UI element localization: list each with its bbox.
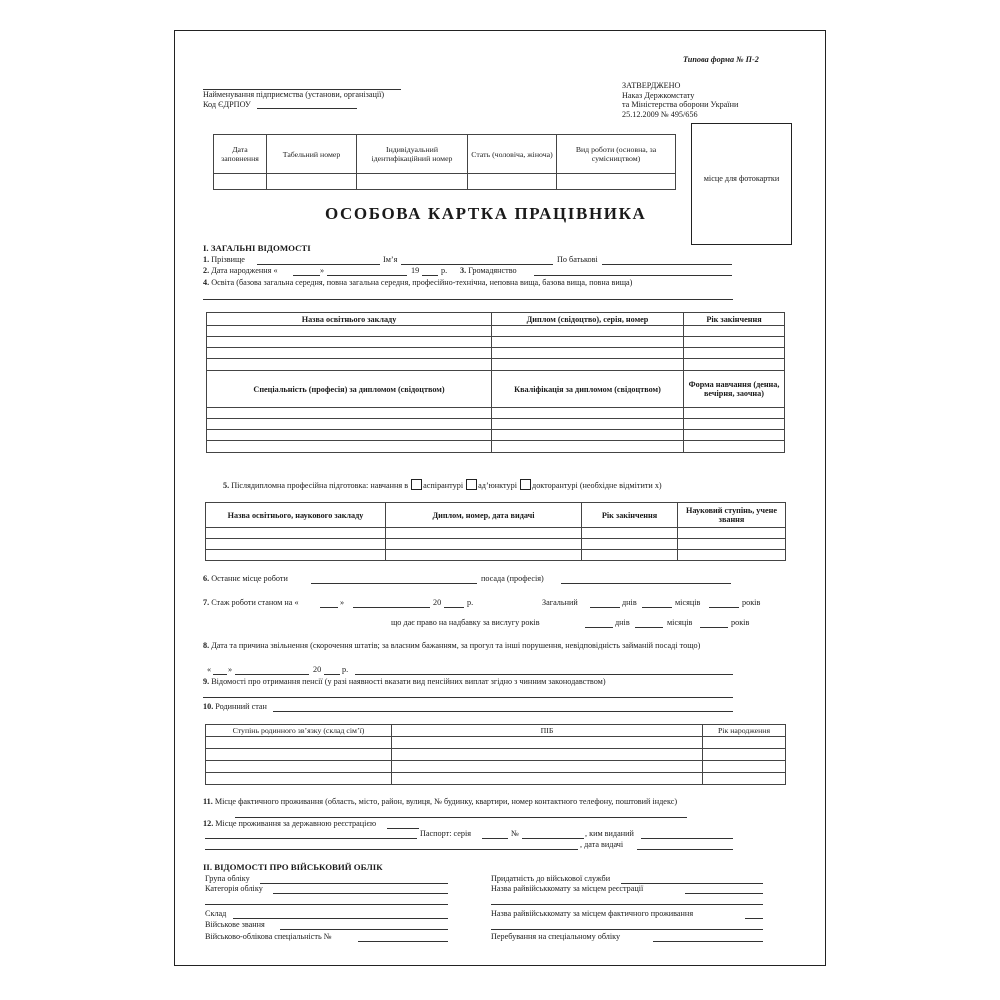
birth-month-line[interactable] [327,275,407,276]
edrpou-label: Код ЄДРПОУ [203,100,251,109]
bonus-days-label: днів [615,618,630,627]
family-cell[interactable] [703,737,786,749]
military-category-label: Категорія обліку [205,884,263,893]
approved-line-1: Наказ Держкомстату [622,90,695,100]
birth-year-prefix: 19 [411,266,420,275]
postgrad-line: 5. Післядипломна професійна підготовка: навчання в аспірантурі ад’юнктурі докторантурі (необхідне відмітити х) [223,481,662,490]
family-cell[interactable] [206,773,392,785]
name-label: Ім’я [383,255,398,264]
registry-office-line-2[interactable] [491,904,763,905]
col-family-relation: Ступінь родинного зв’язку (склад сім’ї) [206,725,392,737]
passport-number-label: № [511,829,519,838]
actual-office-line[interactable] [745,918,763,919]
page-title: ОСОБОВА КАРТКА ПРАЦІВНИКА [325,204,647,223]
passport-date-label: , дата видачі [580,840,624,849]
personnel-card-form [174,30,826,966]
family-cell[interactable] [206,749,392,761]
col-pg-degree: Науковий ступінь, учене звання [678,503,786,528]
birth-year-suffix: р. [441,266,448,275]
pg-cell[interactable] [678,539,786,550]
edu-cell[interactable] [684,337,785,348]
passport-series-label: Паспорт: серія [420,829,472,838]
education-line[interactable] [203,299,733,300]
citizenship-line[interactable] [534,275,732,276]
item1-num: 1. Прізвище [203,255,245,264]
pg-cell[interactable] [386,539,582,550]
col-edu-year: Рік закінчення [684,313,785,326]
military-rank-label: Військове звання [205,920,265,929]
col-pg-year: Рік закінчення [582,503,678,528]
name-line[interactable] [401,264,553,265]
edu-cell[interactable] [207,348,492,359]
edu-cell[interactable] [684,441,785,453]
dismissal-year-suffix: р. [342,665,349,674]
approved-line-3: 25.12.2009 № 495/656 [622,109,698,119]
surname-line[interactable] [257,264,380,265]
bonus-years-line[interactable] [700,627,728,628]
patronymic-label: По батькові [557,255,598,264]
col-edu-diploma: Диплом (свідоцтво), серія, номер [492,313,684,326]
education-label: 4. Освіта (базова загальна середня, повна загальна середня, професійно-технічна, неповна вища, базова вища, повна вища) [203,278,633,287]
family-cell[interactable] [206,737,392,749]
family-cell[interactable] [703,773,786,785]
passport-number-line[interactable] [522,838,584,839]
military-composition-label: Склад [205,909,227,918]
edu-cell[interactable] [492,430,684,441]
pg-cell[interactable] [678,528,786,539]
bonus-years-label: років [731,618,750,627]
military-specialty-line[interactable] [358,941,448,942]
photo-label: місце для фотокартки [703,174,780,183]
section1-heading: І. ЗАГАЛЬНІ ВІДОМОСТІ [203,243,311,253]
edu-cell[interactable] [207,419,492,430]
edu-cell[interactable] [684,408,785,419]
pg-cell[interactable] [206,539,386,550]
top-info-table [213,134,676,190]
fitness-label: Придатність до військової служби [491,874,611,883]
col-family-name: ПІБ [392,725,703,737]
bonus-months-line[interactable] [635,627,663,628]
postgrad-table [205,502,786,561]
edu-cell[interactable] [492,441,684,453]
dismissal-label: 8. Дата та причина звільнення (скорочення штатів; за власним бажанням, за прогул та інші порушення, невідповідність займаній посаді тощо) [203,641,701,650]
dismissal-year-prefix: 20 [313,665,322,674]
military-category-line[interactable] [273,893,448,894]
edu-cell[interactable] [492,337,684,348]
position-label: посада (професія) [481,574,544,583]
edu-cell[interactable] [492,419,684,430]
family-cell[interactable] [392,737,703,749]
approved-title: ЗАТВЕРДЖЕНО [622,81,681,90]
general-years-line[interactable] [709,607,739,608]
adyunktura-checkbox[interactable] [466,479,477,490]
col-edu-qualification: Кваліфікація за дипломом (свідоцтвом) [492,371,684,408]
passport-issued-by-line[interactable] [641,838,733,839]
pg-cell[interactable] [386,528,582,539]
pg-cell[interactable] [582,550,678,561]
registered-address-line-2[interactable] [205,838,417,839]
edu-cell[interactable] [207,430,492,441]
experience-label: 7. Стаж роботи станом на « [203,598,299,607]
military-group-label: Група обліку [205,874,250,883]
pension-line[interactable] [203,697,733,698]
passport-issued-by-label: , ким виданий [585,829,634,838]
last-work-line[interactable] [311,583,477,584]
section2-heading: ІІ. ВІДОМОСТІ ПРО ВІЙСЬКОВИЙ ОБЛІК [203,862,383,872]
passport-date-line[interactable] [637,849,733,850]
col-pg-institution: Назва освітнього, наукового закладу [206,503,386,528]
family-cell[interactable] [392,773,703,785]
general-label: Загальний [542,598,578,607]
family-cell[interactable] [703,761,786,773]
pg-cell[interactable] [206,550,386,561]
passport-series-line[interactable] [482,838,508,839]
col-fill-date: Дата заповнення [214,135,267,174]
cell-gender[interactable] [468,174,557,190]
special-registry-label: Перебування на спеціальному обліку [491,932,621,941]
actual-office-label: Назва райвійськкомату за місцем фактичного проживання [491,909,694,918]
experience-year-suffix: р. [467,598,474,607]
military-extra-line[interactable] [205,904,448,905]
edu-cell[interactable] [492,326,684,337]
general-months-line[interactable] [642,607,672,608]
family-table [205,724,786,785]
pg-cell[interactable] [206,528,386,539]
edu-cell[interactable] [492,408,684,419]
registered-address-label: 12. Місце проживання за державною реєстрацією [203,819,377,828]
col-tax-id: Індивідуальний ідентифікаційний номер [357,135,468,174]
edu-cell[interactable] [207,359,492,371]
edu-cell[interactable] [684,430,785,441]
edu-cell[interactable] [207,441,492,453]
birth-date-label: 2. Дата народження « [203,266,278,275]
birth-close-quote: » [320,266,325,275]
pg-cell[interactable] [678,550,786,561]
family-cell[interactable] [392,749,703,761]
pg-cell[interactable] [582,539,678,550]
general-days-line[interactable] [590,607,620,608]
edu-cell[interactable] [207,326,492,337]
special-registry-line[interactable] [653,941,763,942]
registry-office-line[interactable] [685,893,763,894]
actual-office-line-2[interactable] [491,929,763,930]
military-specialty-label: Військово-облікова спеціальність № [205,932,332,941]
experience-year-prefix: 20 [433,598,442,607]
patronymic-line[interactable] [602,264,732,265]
cell-fill-date[interactable] [214,174,267,190]
edrpou-line[interactable] [257,108,357,109]
edu-cell[interactable] [207,408,492,419]
dismissal-close-quote: » [228,665,233,674]
general-days-label: днів [622,598,637,607]
edu-cell[interactable] [684,348,785,359]
org-name-label: Найменування підприємства (установи, організації) [203,90,385,99]
col-work-type: Вид роботи (основна, за сумісництвом) [557,135,676,174]
approved-block [622,81,738,119]
military-composition-line[interactable] [233,918,448,919]
last-work-label: 6. Останнє місце роботи [203,574,288,583]
edu-cell[interactable] [492,359,684,371]
pension-label: 9. Відомості про отримання пенсії (у разі наявності вказати вид пенсійних виплат згідно з чинним законодавством) [203,677,606,686]
edu-cell[interactable] [684,326,785,337]
col-edu-form: Форма навчання (денна, вечірня, заочна) [684,371,785,408]
cell-work-type[interactable] [557,174,676,190]
passport-issued-by-line-2[interactable] [205,849,578,850]
experience-month-line[interactable] [353,607,430,608]
edu-cell[interactable] [684,359,785,371]
birth-year-line[interactable] [422,275,438,276]
form-type-label: Типова форма № П-2 [683,55,759,64]
birth-day-line[interactable] [293,275,320,276]
dismissal-year-line[interactable] [324,674,340,675]
military-rank-line[interactable] [280,929,448,930]
bonus-days-line[interactable] [585,627,613,628]
col-edu-institution: Назва освітнього закладу [207,313,492,326]
edu-cell[interactable] [684,419,785,430]
actual-address-line[interactable] [235,817,687,818]
experience-year-line[interactable] [444,607,464,608]
position-line[interactable] [561,583,731,584]
education-table [206,312,785,453]
registered-address-line-1[interactable] [387,828,419,829]
col-gender: Стать (чоловіча, жіноча) [468,135,557,174]
dismissal-reason-line[interactable] [355,674,733,675]
edu-cell[interactable] [207,337,492,348]
approved-line-2: та Міністерства оборони України [622,100,739,109]
experience-day-line[interactable] [320,607,338,608]
family-status-line[interactable] [273,711,733,712]
col-edu-specialty: Спеціальність (професія) за дипломом (свідоцтвом) [207,371,492,408]
registry-office-label: Назва райвійськкомату за місцем реєстрації [491,884,644,893]
pg-cell[interactable] [386,550,582,561]
general-months-label: місяців [675,598,701,607]
experience-close-quote: » [340,598,345,607]
aspirantura-checkbox[interactable] [411,479,422,490]
dismissal-open-quote: « [207,665,212,674]
family-cell[interactable] [703,749,786,761]
general-years-label: років [742,598,761,607]
citizenship-label: 3. Громадянство [460,266,517,275]
family-cell[interactable] [392,761,703,773]
col-tab-number: Табельний номер [267,135,357,174]
dismissal-day-line[interactable] [213,674,227,675]
cell-tab-number[interactable] [267,174,357,190]
dismissal-month-line[interactable] [235,674,309,675]
photo-placeholder[interactable] [691,123,792,245]
cell-tax-id[interactable] [357,174,468,190]
actual-address-label: 11. Місце фактичного проживання (область, місто, район, вулиця, № будинку, квартири, номер контактного телефону, поштовий індекс) [203,797,678,806]
pg-cell[interactable] [582,528,678,539]
doktorantura-checkbox[interactable] [520,479,531,490]
family-status-label: 10. Родинний стан [203,702,267,711]
bonus-label: що дає право на надбавку за вислугу років [391,618,540,627]
col-family-birth-year: Рік народження [703,725,786,737]
military-group-line[interactable] [260,883,448,884]
bonus-months-label: місяців [667,618,693,627]
edu-cell[interactable] [492,348,684,359]
family-cell[interactable] [206,761,392,773]
col-pg-diploma: Диплом, номер, дата видачі [386,503,582,528]
